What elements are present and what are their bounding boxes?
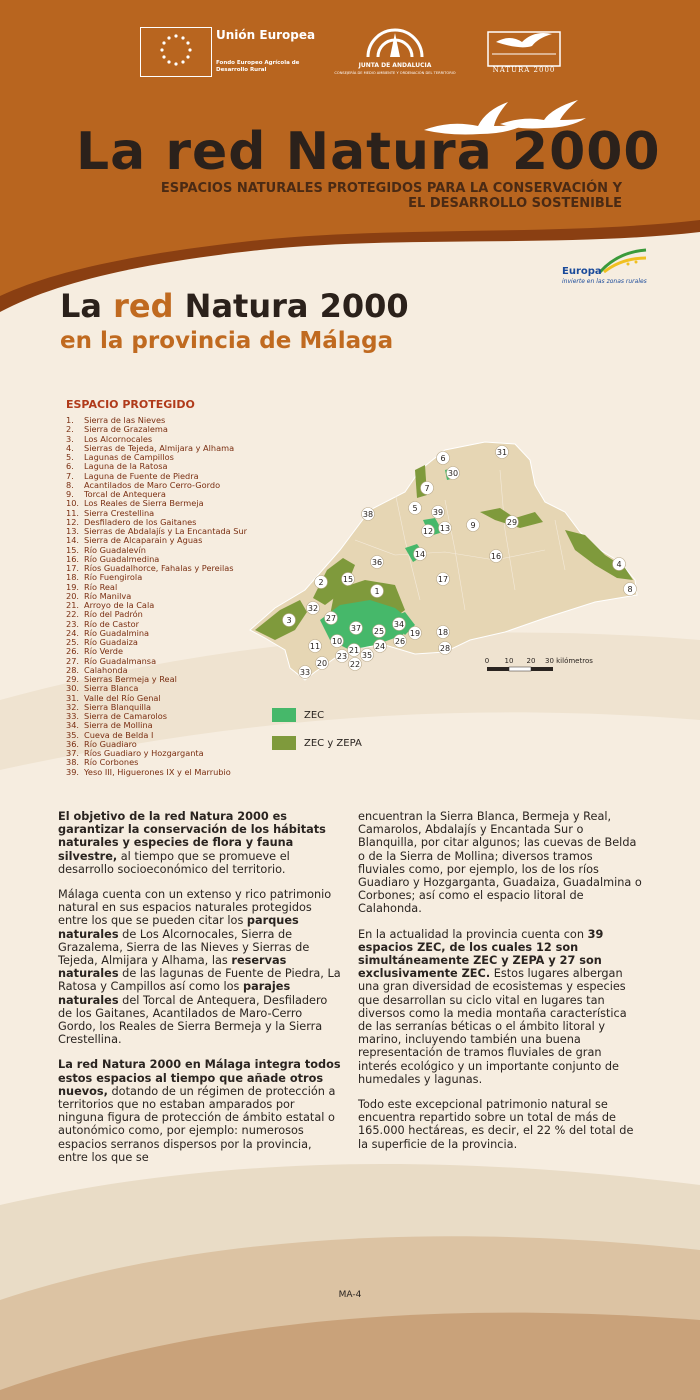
section-title-part1: La [60,287,114,325]
list-item-name: Cueva de Belda I [84,729,154,740]
map-marker-label: 24 [374,642,386,651]
list-item-name: Río Real [84,581,118,592]
natura-logo-label: NATURA 2000 [492,66,556,74]
eu-label: Unión Europea [216,28,316,42]
list-item-number: 28. [66,664,80,675]
map-marker-label: 17 [437,575,449,584]
list-item-name: Los Reales de Sierra Bermeja [84,498,204,509]
list-item-number: 17. [66,563,80,573]
paragraph-3 [58,1058,343,1164]
p2-b: parques naturales [58,914,299,941]
subtitle-line-1: ESPACIOS NATURALES PROTEGIDOS PARA LA CONSERVACIÓN Y [160,181,622,196]
list-item-number: 19. [66,581,80,592]
map-marker-label: 31 [496,448,508,457]
list-item-name: Desfiladero de los Gaitanes [84,516,197,527]
p5-c: Estos lugares albergan una gran diversidad de ecosistemas y especies que desarrollan su ciclo vital en lugares tan diversos como la media montaña característica de las serranías béticas o el ámbito litoral y marino, incluyendo también una buena representación de tramos fluviales de gran interés ecológico y un importante conjunto de humedales y lagunas. [358,967,627,1086]
map-legend [272,708,362,750]
section-title-accent: red [113,287,174,325]
list-item-number: 25. [66,637,80,647]
section-subtitle: en la provincia de Málaga [60,328,394,354]
list-item-name: Sierra de Alcaparain y Aguas [84,535,203,546]
p2-a: Málaga cuenta con un extenso y rico patrimonio natural en sus espacios naturales protegidos entre los que se pueden citar los [58,888,332,928]
list-item-name: Ríos Guadalhorce, Fahalas y Pereilas [84,563,234,573]
map-marker-label: 19 [409,629,421,638]
p2-c: de Los Alcornocales, Sierra de Grazalema, Sierra de las Nieves y Sierras de Tejeda, Almijara y Alhama, las [58,927,310,968]
list-item-number: 14. [66,535,80,546]
list-item-number: 8. [66,479,74,490]
scale-tick-0: 0 [484,657,490,665]
list-item-name: Sierra Blanquilla [84,701,152,712]
list-item-name: Río Verde [84,646,124,657]
footer-code: MA-4 [338,1290,362,1300]
map-marker-label: 11 [309,642,321,651]
scale-tick-10: 10 [504,657,514,665]
p1-rest: al tiempo que se promueve el desarrollo socioeconómico del territorio. [58,849,290,876]
map-marker-label: 12 [422,527,434,536]
list-item-name: Sierra de las Nieves [84,415,166,425]
list-item-name: Sierra de Mollina [84,720,153,731]
list-item-number: 21. [66,600,80,610]
eu-flag-logo [140,27,212,77]
main-subtitle [102,181,622,211]
list-item-number: 26. [66,646,80,657]
p2-f: parajes naturales [58,980,291,1007]
legend-zec-swatch [272,708,296,722]
list-item-name: Río Guadalevín [84,544,146,555]
list-item-name: Valle del Río Genal [84,692,161,703]
list-item-number: 24. [66,627,80,638]
map-marker-label: 32 [307,604,319,613]
map-marker-label: 21 [348,646,360,655]
list-item-number: 38. [66,757,80,768]
p2-e: de las lagunas de Fuente de Piedra, La Ratosa y Campillos así como los [58,967,341,994]
list-item-number: 11. [66,507,80,518]
map-marker-label: 6 [440,454,446,463]
list-item-number: 34. [66,720,80,731]
list-item-name: Los Alcornocales [84,433,153,444]
list-item-name: Calahonda [84,664,128,675]
junta-subtitle: CONSEJERÍA DE MEDIO AMBIENTE Y ORDENACIÓN DEL TERRITORIO [334,71,456,75]
list-item-name: Sierra Blanca [84,683,139,694]
list-item-name: Laguna de la Ratosa [84,461,168,472]
map-marker-label: 2 [318,578,324,587]
map-marker-label: 10 [331,637,343,646]
map-marker-label: 9 [470,521,476,530]
body-column-left [58,810,343,1176]
map-marker-label: 15 [342,575,354,584]
scale-bar [485,657,593,671]
list-item-number: 6. [66,461,74,472]
legend-zepa-swatch [272,736,296,750]
map-marker-label: 20 [316,659,328,668]
province-map [245,440,655,690]
list-item-number: 9. [66,489,74,499]
list-item-number: 3. [66,433,74,444]
list-item-number: 18. [66,572,80,583]
p1-bold: El objetivo de la red Natura 2000 es garantizar la conservación de los hábitats naturales y especies de flora y fauna silvestre, [58,810,326,863]
p5-a: En la actualidad la provincia cuenta con [358,927,588,941]
natura-2000-logo [486,24,562,68]
map-marker-label: 34 [393,620,405,629]
map-marker-label: 18 [437,628,449,637]
junta-logo-icon [360,27,430,59]
map-marker-label: 39 [432,508,444,517]
list-item-name: Río Guadaiza [84,637,138,647]
list-item-number: 35. [66,729,80,740]
list-item-name: Acantilados de Maro Cerro-Gordo [84,479,221,490]
list-item-number: 5. [66,452,74,462]
list-item-name: Torcal de Antequera [84,489,166,499]
junta-label: JUNTA DE ANDALUCIA [358,62,432,69]
list-item-name: Río Guadiaro [84,738,137,749]
list-item-number: 33. [66,711,80,721]
main-title: La red Natura 2000 [76,122,661,182]
map-marker-label: 14 [414,550,426,559]
scale-tick-30: 30 kilómetros [545,657,593,665]
europa-tagline: invierte en las zonas rurales [562,278,647,285]
list-item-number: 27. [66,655,80,666]
list-item-name: Río Fuengirola [84,572,143,583]
p2-d: reservas naturales [58,954,287,981]
list-item-number: 37. [66,748,80,758]
map-marker-label: 29 [506,518,518,527]
list-item-name: Río Guadalmansa [84,655,157,666]
list-item-name: Sierras Bermeja y Real [84,674,177,684]
list-item-name: Sierra Crestellina [84,507,155,518]
map-marker-label: 25 [373,627,385,636]
map-marker-label: 28 [439,644,451,653]
list-item-number: 12. [66,516,80,527]
list-item-number: 13. [66,526,80,536]
map-marker-label: 7 [424,484,430,493]
eu-fund-label: Fondo Europeo Agrícola de Desarrollo Rural [216,60,300,73]
stars-swirl-icon [598,248,648,274]
list-item-name: Sierra de Camarolos [84,711,168,721]
paragraph-1 [58,810,343,876]
p5-b: 39 espacios ZEC, de los cuales 12 son simultáneamente ZEC y ZEPA y 27 son exclusivamente ZEC. [358,927,604,981]
list-item-number: 2. [66,424,74,435]
p2-g: del Torcal de Antequera, Desfiladero de los Gaitanes, Acantilados de Maro-Cerro Gordo, los Reales de Sierra Bermeja y la Sierra Crestellina. [58,993,328,1047]
map-marker-label: 23 [336,652,348,661]
list-item-name: Río Corbones [84,757,139,768]
list-item-number: 39. [66,766,80,777]
map-marker-label: 3 [286,616,292,625]
legend-zepa [272,736,362,750]
list-item-name: Lagunas de Campillos [84,452,174,462]
list-item-number: 20. [66,590,80,601]
list-item-number: 32. [66,701,80,712]
list-item-name: Río del Padrón [84,609,143,620]
map-marker-label: 27 [325,614,337,623]
map-marker-label: 38 [362,510,374,519]
europa-rural-logo [560,248,650,288]
map-marker-label: 35 [361,651,373,660]
map-marker-label: 22 [349,660,361,669]
legend-zec-label: ZEC [304,709,325,721]
paragraph-6: Todo este excepcional patrimonio natural se encuentra repartido sobre un total de más de 165.000 hectáreas, es decir, el 22 % del total de la superficie de la provincia. [358,1098,634,1151]
europa-word: Europa [562,266,602,277]
list-item-number: 7. [66,470,74,481]
list-item-number: 29. [66,674,80,684]
list-item-name: Río Guadalmedina [84,553,160,564]
p3-bold: La red Natura 2000 en Málaga integra todos estos espacios al tiempo que añade otros nuevos, [58,1058,341,1098]
map-marker-label: 4 [616,560,622,569]
section-title [60,287,409,325]
list-item-name: Río Manilva [84,590,132,601]
list-item-name: Ríos Guadiaro y Hozgarganta [84,748,204,758]
list-item-name: Río de Castor [84,618,139,629]
legend-zepa-label: ZEC y ZEPA [304,737,362,749]
scale-tick-20: 20 [526,657,536,665]
list-item-number: 1. [66,415,74,425]
list-item-name: Sierra de Grazalema [84,424,168,435]
paragraph-2 [58,888,343,1046]
map-marker-label: 26 [394,637,406,646]
map-marker-label: 1 [374,587,380,596]
p3-rest: dotando de un régimen de protección a territorios que no estaban amparados por ninguna figura de protección de ámbito estatal o autonómico como, por ejemplo: numerosos espacios serranos dispersos por la provincia, entre los que se [58,1084,336,1164]
list-item-name: Sierras de Abdalajís y La Encantada Sur [84,526,248,536]
legend-zec [272,708,362,722]
list-item-number: 22. [66,609,80,620]
list-item-number: 4. [66,442,74,453]
list-item-number: 23. [66,618,80,629]
map-marker-label: 37 [350,624,362,633]
list-item-number: 16. [66,553,80,564]
list-item-name: Arroyo de la Cala [84,600,155,610]
paragraph-5 [358,928,643,1086]
section-title-part2: Natura 2000 [173,287,409,325]
list-item-name: Laguna de Fuente de Piedra [84,470,199,481]
map-marker-label: 8 [627,585,633,594]
map-marker-label: 33 [299,668,311,677]
map-marker-label: 13 [439,524,451,533]
list-item-number: 30. [66,683,80,694]
list-item-number: 15. [66,544,80,555]
list-heading: ESPACIO PROTEGIDO [66,398,195,411]
list-item-name: Sierras de Tejeda, Almijara y Alhama [84,442,235,453]
list-item-name: Yeso III, Higuerones IX y el Marrubio [84,766,231,777]
list-item-number: 31. [66,692,80,703]
map-marker-label: 36 [371,558,383,567]
body-column-right [358,810,643,1163]
list-item [66,768,296,777]
list-item-number: 10. [66,498,80,509]
subtitle-line-2: EL DESARROLLO SOSTENIBLE [408,196,622,211]
list-item-number: 36. [66,738,80,749]
map-marker-label: 16 [490,552,502,561]
map-marker-label: 30 [447,469,459,478]
list-item-name: Río Guadalmina [84,627,150,638]
map-marker-label: 5 [412,504,418,513]
paragraph-4: encuentran la Sierra Blanca, Bermeja y Real, Camarolos, Abdalajís y Encantada Sur o Blanquilla, por citar algunos; las cuevas de Belda o de la Sierra de Mollina; diversos tramos fluviales como, por ejemplo, los de los ríos Guadiaro y Hozgarganta, Guadaiza, Guadalmina o Corbones; así como el espacio litoral de Calahonda. [358,810,642,916]
